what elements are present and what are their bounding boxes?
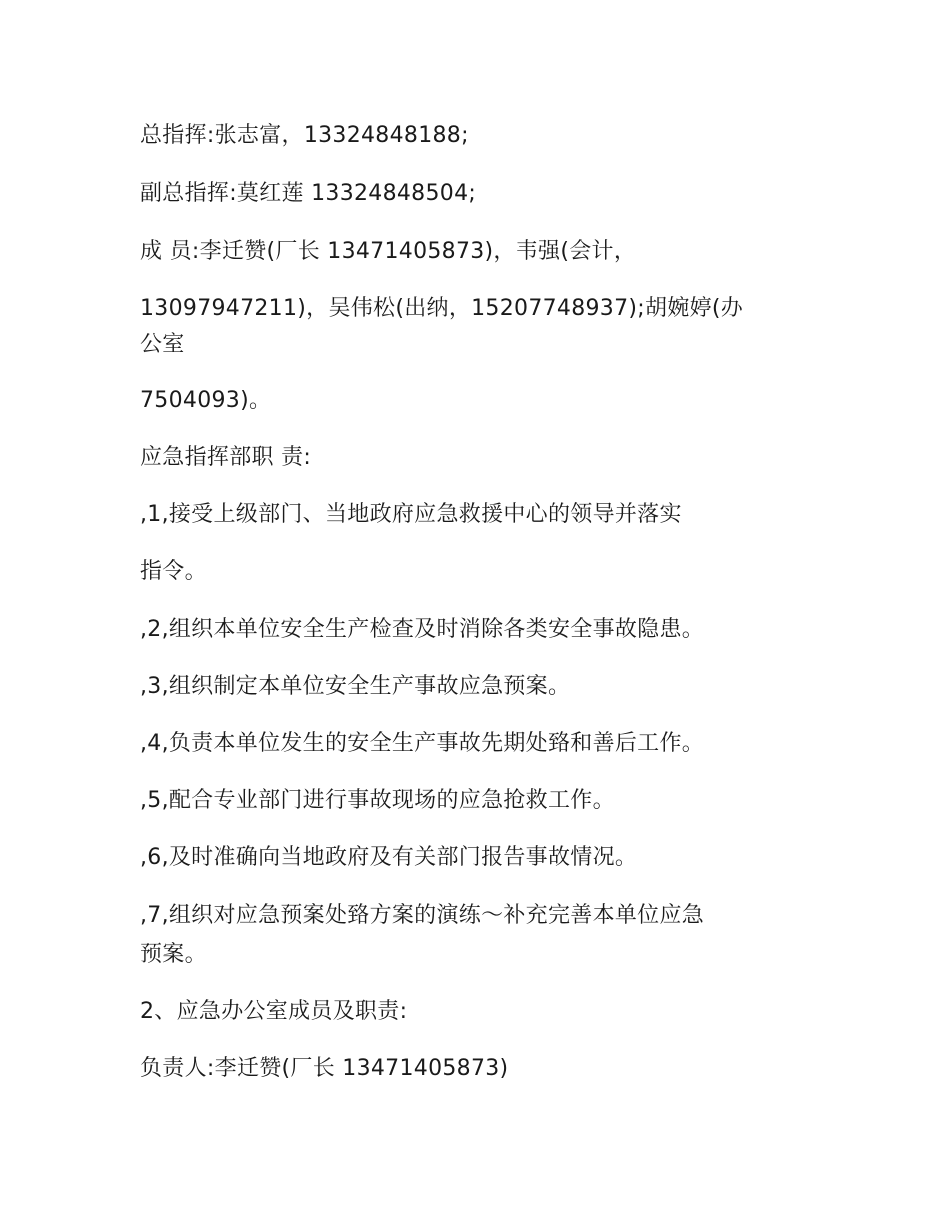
duty-item-7-cont: 预案。	[140, 942, 207, 967]
office-head-line: 负责人:李迁赞(厂长 13471405873)	[140, 1056, 509, 1081]
duty-item-4: ,4,负责本单位发生的安全生产事故先期处臵和善后工作。	[140, 731, 705, 756]
duty-item-2: ,2,组织本单位安全生产检查及时消除各类安全事故隐患。	[140, 617, 705, 642]
deputy-commander-line: 副总指挥:莫红莲 13324848504;	[140, 181, 477, 206]
duty-item-6: ,6,及时准确向当地政府及有关部门报告事故情况。	[140, 845, 638, 870]
duty-item-1-cont: 指令。	[140, 559, 207, 584]
duty-item-7: ,7,组织对应急预案处臵方案的演练～补充完善本单位应急	[140, 903, 705, 928]
section-heading-office: 2、应急办公室成员及职责:	[140, 999, 408, 1024]
duty-item-5: ,5,配合专业部门进行事故现场的应急抢救工作。	[140, 788, 615, 813]
section-heading-duties: 应急指挥部职 责:	[140, 445, 312, 470]
duty-item-3: ,3,组织制定本单位安全生产事故应急预案。	[140, 674, 571, 699]
duty-item-1: ,1,接受上级部门、当地政府应急救援中心的领导并落实	[140, 502, 682, 527]
members-line-2: 13097947211)，吴伟松(出纳，15207748937);胡婉婷(办	[140, 296, 744, 321]
members-line-4: 7504093)。	[140, 388, 272, 413]
members-line-1: 成 员:李迁赞(厂长 13471405873)，韦强(会计，	[140, 239, 637, 264]
commander-line: 总指挥:张志富，13324848188;	[140, 123, 469, 148]
members-line-3: 公室	[140, 332, 185, 357]
